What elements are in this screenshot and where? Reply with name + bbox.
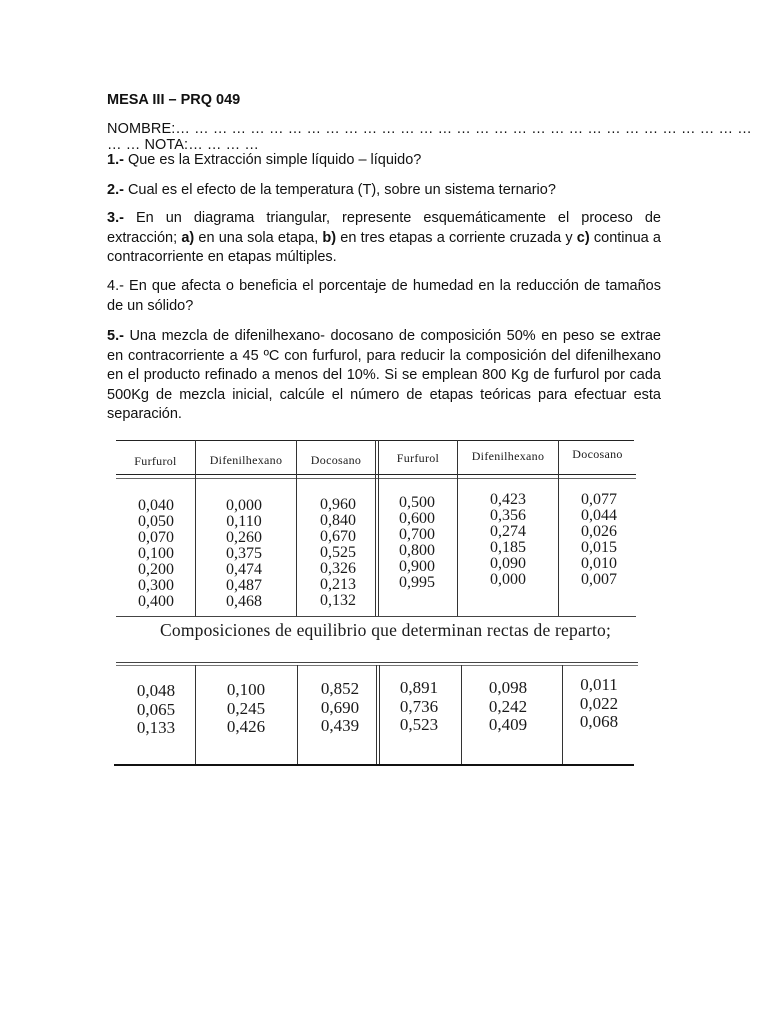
column-header: Furfurol — [396, 451, 440, 465]
table-cell: 0,487 — [226, 577, 262, 594]
column-rule — [461, 665, 462, 764]
question-5 — [107, 327, 661, 425]
question-number: 1.- — [107, 152, 124, 168]
table-cell: 0,100 — [138, 545, 174, 562]
tie-difenilhexano-column-1 — [210, 681, 282, 737]
table-cell: 0,048 — [136, 681, 176, 700]
option-c-label: c) — [576, 229, 590, 246]
table-cell: 0,000 — [226, 497, 262, 514]
column-header: Difenilhexano — [209, 453, 283, 467]
table-cell: 0,200 — [138, 561, 174, 578]
table-cell: 0,852 — [320, 679, 360, 698]
name-grade-line: NOMBRE:… … … … … … … … … … … … … … … … … … … … … … … … … … … … … … … … … NOTA:… … … … — [107, 121, 752, 153]
table-cell: 0,891 — [399, 678, 439, 697]
tie-docosano-column-2 — [566, 676, 632, 732]
table-cell: 0,300 — [138, 577, 174, 594]
table-cell: 0,070 — [138, 529, 174, 546]
column-rule — [297, 665, 298, 764]
question-number: 3.- — [107, 210, 124, 226]
table-rule — [116, 616, 636, 617]
tie-docosano-column-1 — [306, 680, 374, 736]
table-cell: 0,423 — [490, 491, 526, 508]
equilibrium-data-table — [116, 434, 638, 770]
column-rule — [375, 440, 376, 616]
furfurol-column-2 — [384, 495, 450, 591]
table-cell: 0,356 — [490, 507, 526, 524]
table-cell: 0,044 — [581, 507, 617, 524]
column-header: Docosano — [572, 447, 623, 461]
table-cell: 0,100 — [226, 680, 266, 699]
table-cell: 0,523 — [399, 715, 439, 734]
question-text: 4.- En que afecta o beneficia el porcentaje de humedad en la reducción de tamaños de un sólido? — [107, 278, 661, 314]
table-cell: 0,065 — [136, 699, 176, 719]
table-cell: 0,670 — [320, 528, 356, 545]
question-text: Que es la Extracción simple líquido – líquido? — [123, 152, 422, 168]
question-text: En un diagrama triangular, represente esquemáticamente el proceso de extracción; — [107, 210, 661, 246]
column-rule — [195, 665, 196, 764]
table-cell: 0,242 — [488, 696, 528, 716]
table-cell: 0,525 — [320, 544, 356, 561]
table-cell: 0,426 — [226, 717, 266, 736]
table-cell: 0,050 — [138, 513, 174, 530]
table-cell: 0,995 — [399, 574, 435, 591]
option-c-text: continua a contracorriente en etapas múltiples. — [107, 229, 661, 265]
table-cell: 0,185 — [490, 539, 526, 556]
question-number: 5.- — [107, 328, 124, 344]
table-cell: 0,400 — [138, 593, 174, 610]
table-cell: 0,260 — [226, 529, 262, 546]
column-header: Furfurol — [134, 454, 177, 468]
table-cell: 0,960 — [320, 496, 356, 513]
table-rule — [114, 764, 634, 766]
table-cell: 0,840 — [320, 512, 356, 529]
tie-furfurol-column-1 — [120, 682, 192, 738]
table-cell: 0,213 — [320, 576, 356, 593]
table-cell: 0,098 — [488, 678, 528, 697]
column-header: Difenilhexano — [471, 449, 545, 463]
table-cell: 0,000 — [490, 571, 526, 588]
tie-difenilhexano-column-2 — [474, 679, 542, 735]
tie-furfurol-column-2 — [384, 679, 454, 735]
table-cell: 0,068 — [579, 712, 619, 731]
table-cell: 0,040 — [138, 497, 174, 514]
table-cell: 0,474 — [226, 561, 262, 578]
question-4 — [107, 277, 661, 316]
table-cell: 0,133 — [136, 718, 176, 737]
furfurol-column-1 — [120, 498, 192, 610]
difenilhexano-column-2 — [474, 492, 542, 588]
option-b-text: en tres etapas a corriente cruzada y — [336, 229, 577, 246]
table-cell: 0,245 — [226, 698, 266, 718]
column-rule — [378, 440, 379, 616]
table-cell: 0,090 — [490, 555, 526, 572]
option-a-text: en una sola etapa, — [194, 229, 323, 246]
exam-title: MESA III – PRQ 049 — [107, 92, 241, 108]
docosano-column-2 — [566, 492, 632, 588]
table-cell: 0,439 — [320, 716, 360, 735]
table-cell: 0,900 — [399, 558, 435, 575]
docosano-column-1 — [304, 497, 372, 609]
table-cell: 0,022 — [579, 693, 619, 713]
table-cell: 0,015 — [581, 539, 617, 556]
column-rule — [457, 440, 458, 616]
question-number: 2.- — [107, 182, 124, 198]
table-cell: 0,700 — [399, 526, 435, 543]
tie-line-caption: Composiciones de equilibrio que determinan rectas de reparto; — [160, 620, 612, 640]
question-2 — [107, 181, 661, 201]
table-cell: 0,500 — [399, 494, 435, 511]
option-a-label: a) — [181, 229, 195, 246]
table-cell: 0,274 — [490, 523, 526, 540]
table-cell: 0,110 — [226, 513, 262, 530]
question-3 — [107, 209, 661, 268]
table-cell: 0,007 — [581, 571, 617, 588]
question-text: Cual es el efecto de la temperatura (T), sobre un sistema ternario? — [123, 182, 556, 198]
table-cell: 0,077 — [581, 491, 617, 508]
question-1 — [107, 151, 661, 171]
column-rule — [379, 665, 380, 764]
table-cell: 0,026 — [581, 523, 617, 540]
table-cell: 0,800 — [399, 542, 435, 559]
column-rule — [558, 440, 559, 616]
question-text: Una mezcla de difenilhexano- docosano de composición 50% en peso se extrae en contracorriente a 45 ºC con furfurol, para reducir la composición del difenilhexano en el producto refinado a menos del 10%. Si se emplean 800 Kg de furfurol por cada 500Kg de mezcla inicial, calcúle el número de etapas teóricas para efectuar esta separación. — [107, 328, 661, 422]
table-cell: 0,375 — [226, 545, 262, 562]
table-rule — [116, 662, 638, 663]
table-cell: 0,132 — [320, 592, 356, 609]
column-header: Docosano — [310, 453, 362, 467]
column-rule — [376, 665, 377, 764]
table-cell: 0,690 — [320, 697, 360, 717]
difenilhexano-column-1 — [208, 498, 280, 610]
table-cell: 0,011 — [580, 675, 618, 694]
table-cell: 0,326 — [320, 560, 356, 577]
table-cell: 0,736 — [399, 696, 439, 716]
column-rule — [562, 665, 563, 764]
table-cell: 0,409 — [488, 715, 528, 734]
table-cell: 0,600 — [399, 510, 435, 527]
table-cell: 0,468 — [226, 593, 262, 610]
table-cell: 0,010 — [581, 555, 617, 572]
option-b-label: b) — [322, 229, 337, 246]
